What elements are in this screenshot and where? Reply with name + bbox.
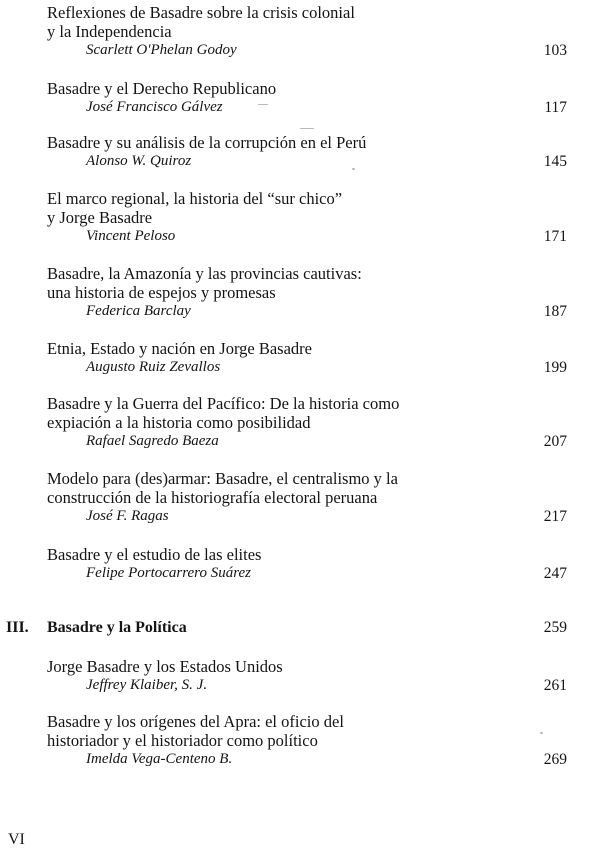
toc-entry bbox=[47, 712, 567, 769]
entry-title-continued: historiador y el historiador como político bbox=[47, 731, 318, 750]
entry-author: Vincent Peloso bbox=[86, 228, 176, 244]
entry-title: El marco regional, la historia del “sur chico” bbox=[47, 189, 343, 208]
entry-page-number: 117 bbox=[544, 99, 567, 116]
page-footer-label: VI bbox=[8, 831, 25, 848]
entry-title: Basadre y su análisis de la corrupción en el Perú bbox=[47, 133, 367, 152]
entry-author: José Francisco Gálvez bbox=[86, 99, 223, 115]
entry-page-number: 261 bbox=[543, 677, 567, 694]
entry-title: Reflexiones de Basadre sobre la crisis colonial bbox=[47, 3, 355, 22]
entry-author: Felipe Portocarrero Suárez bbox=[86, 565, 251, 581]
entry-author: Federica Barclay bbox=[86, 303, 191, 319]
entry-title-continued: y Jorge Basadre bbox=[47, 208, 153, 227]
scan-speck bbox=[352, 168, 355, 170]
toc-entry bbox=[47, 657, 567, 695]
entry-title-continued: una historia de espejos y promesas bbox=[47, 283, 276, 302]
entry-page-number: 269 bbox=[543, 751, 567, 768]
entry-title: Jorge Basadre y los Estados Unidos bbox=[47, 657, 283, 676]
entry-title-continued: construcción de la historiografía electoral peruana bbox=[47, 488, 378, 507]
entry-author: Scarlett O'Phelan Godoy bbox=[86, 42, 237, 58]
toc-entry bbox=[47, 394, 567, 451]
entry-page-number: 217 bbox=[543, 508, 567, 525]
entry-title-continued: expiación a la historia como posibilidad bbox=[47, 413, 311, 432]
scan-speck bbox=[258, 104, 268, 105]
entry-title: Basadre y el Derecho Republicano bbox=[47, 79, 277, 98]
scan-speck bbox=[540, 732, 543, 734]
entry-page-number: 199 bbox=[543, 359, 567, 376]
toc-entry bbox=[47, 339, 567, 377]
section-title: Basadre y la Política bbox=[47, 619, 187, 636]
entry-title: Basadre y la Guerra del Pacífico: De la historia como bbox=[47, 394, 400, 413]
entry-author: Rafael Sagredo Baeza bbox=[86, 433, 219, 449]
entry-author: Imelda Vega-Centeno B. bbox=[86, 751, 233, 767]
toc-entry bbox=[47, 264, 567, 321]
section-heading bbox=[6, 618, 567, 637]
section-page-number: 259 bbox=[543, 619, 567, 636]
toc-entry bbox=[47, 133, 567, 171]
toc-entry bbox=[47, 3, 567, 60]
scan-speck bbox=[300, 128, 314, 129]
entry-title: Basadre y los orígenes del Apra: el oficio del bbox=[47, 712, 344, 731]
entry-title-continued: y la Independencia bbox=[47, 22, 172, 41]
toc-entry bbox=[47, 189, 567, 246]
section-number: III. bbox=[6, 619, 29, 636]
entry-author: Augusto Ruiz Zevallos bbox=[86, 359, 221, 375]
entry-title: Modelo para (des)armar: Basadre, el centralismo y la bbox=[47, 469, 398, 488]
entry-page-number: 187 bbox=[543, 303, 567, 320]
entry-page-number: 171 bbox=[543, 228, 567, 245]
entry-title: Etnia, Estado y nación en Jorge Basadre bbox=[47, 339, 312, 358]
entry-page-number: 103 bbox=[543, 42, 567, 59]
entry-page-number: 247 bbox=[543, 565, 567, 582]
entry-title: Basadre, la Amazonía y las provincias cautivas: bbox=[47, 264, 362, 283]
entry-author: Jeffrey Klaiber, S. J. bbox=[86, 677, 208, 693]
entry-page-number: 207 bbox=[543, 433, 567, 450]
entry-title: Basadre y el estudio de las elites bbox=[47, 545, 262, 564]
entry-author: Alonso W. Quiroz bbox=[86, 153, 192, 169]
entry-author: José F. Ragas bbox=[86, 508, 169, 524]
entry-page-number: 145 bbox=[543, 153, 567, 170]
toc-entry bbox=[47, 79, 567, 117]
toc-entry bbox=[47, 469, 567, 526]
toc-entry bbox=[47, 545, 567, 583]
